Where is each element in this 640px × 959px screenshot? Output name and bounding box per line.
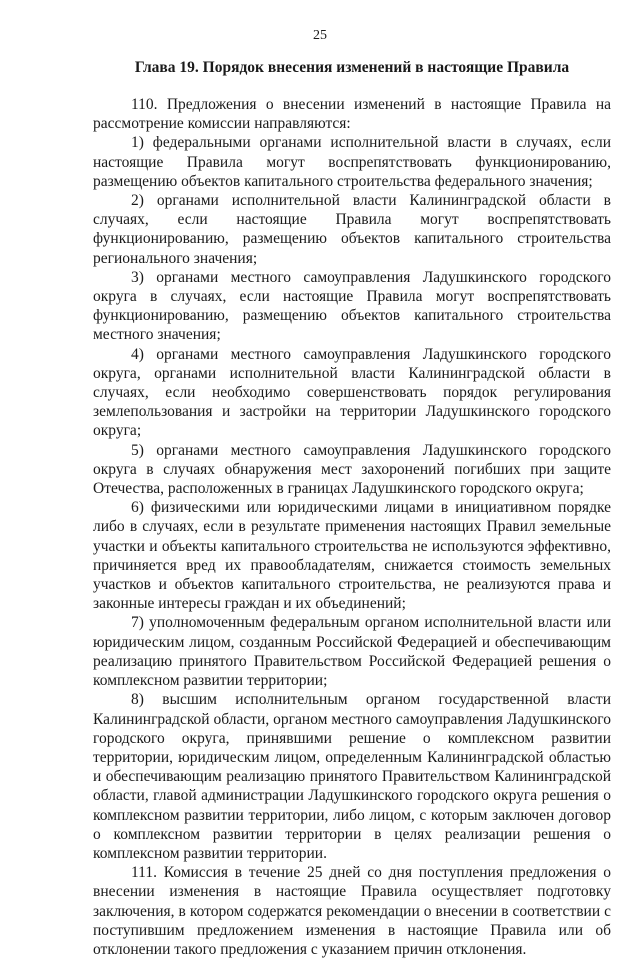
list-item-6: 6) физическими или юридическими лицами в инициативном порядке либо в случаях, если в результате применения настоящих Правил земельные участки и объекты капитального строительства не используются эффективно, причиняется вред их правообладателям, снижается стоимость земельных участков и объектов капитального строительства, не реализуются права и законные интересы граждан и их объединений; [93, 499, 611, 613]
list-item-1: 1) федеральными органами исполнительной власти в случаях, если настоящие Правила могут воспрепятствовать функционированию, размещению объектов капитального строительства федерального значения; [93, 134, 611, 190]
list-item-8: 8) высшим исполнительным органом государственной власти Калининградской области, органом местного самоуправления Ладушкинского городского округа, принявшими решение о комплексном развитии территории, юридическим лицом, определенным Калининградской областью и обеспечивающим реализацию принятого Правительством Калининградской области, главой администрации Ладушкинского городского округа решения о комплексном развитии территории, либо лицом, с которым заключен договор о комплексном развитии территории в целях реализации решения о комплексном развитии территории. [93, 691, 611, 862]
list-item-3: 3) органами местного самоуправления Ладушкинского городского округа в случаях, если настоящие Правила могут воспрепятствовать функционированию, размещению объектов капитального строительства местного значения; [93, 268, 611, 344]
list-item-5: 5) органами местного самоуправления Ладушкинского городского округа в случаях обнаружения мест захоронений погибших при защите Отечества, расположенных в границах Ладушкинского городского округа; [93, 441, 611, 498]
list-item-2: 2) органами исполнительной власти Калининградской области в случаях, если настоящие Правила могут воспрепятствовать функционированию, размещению объектов капитального строительства регионального значения; [93, 192, 611, 267]
paragraph-111: 111. Комиссия в течение 25 дней со дня поступления предложения о внесении изменения в настоящие Правила осуществляет подготовку заключения, в котором содержатся рекомендации о внесении в соответствии с поступившим предложением изменения в настоящие Правила или об отклонении такого предложения с указанием причин отклонения. [93, 864, 611, 958]
paragraph-110: 110. Предложения о внесении изменений в настоящие Правила на рассмотрение комиссии направляются: [93, 96, 611, 133]
chapter-title: Глава 19. Порядок внесения изменений в настоящие Правила [134, 59, 570, 76]
body-text [93, 95, 611, 959]
page-number: 25 [313, 28, 327, 43]
list-item-4: 4) органами местного самоуправления Ладушкинского городского округа, органами исполнительной власти Калининградской области в случаях, если необходимо совершенствовать порядок регулирования землепользования и застройки на территории Ладушкинского городского округа; [93, 345, 611, 440]
list-item-7: 7) уполномоченным федеральным органом исполнительной власти или юридическим лицом, созданным Российской Федерацией и обеспечивающим реализацию принятого Правительством Российской Федерацией решения о комплексном развитии территории; [93, 614, 611, 690]
